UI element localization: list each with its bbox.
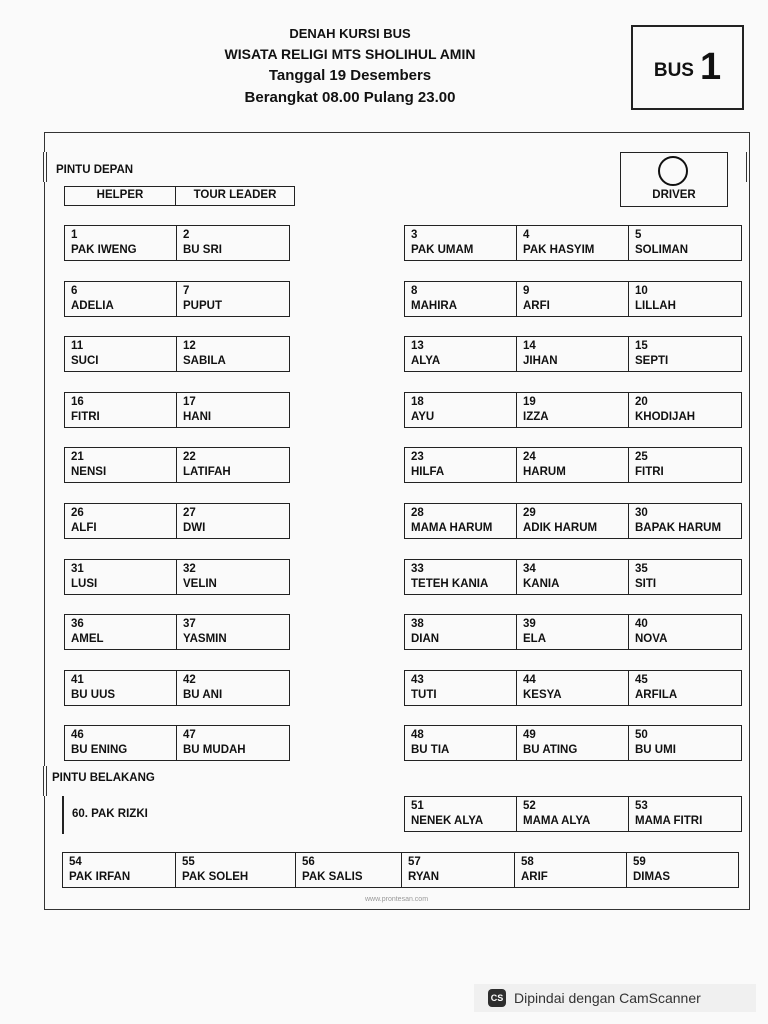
seat-number: 51 (411, 800, 424, 812)
seat (517, 615, 629, 649)
seat (517, 226, 629, 260)
passenger-name: SUCI (71, 355, 99, 367)
passenger-name: BU ANI (183, 689, 223, 701)
seat-number: 34 (523, 563, 536, 575)
passenger-name: FITRI (635, 466, 664, 478)
seat-number: 23 (411, 451, 424, 463)
seat (629, 448, 741, 482)
seat (177, 726, 289, 760)
seat-row (404, 796, 742, 832)
passenger-name: PUPUT (183, 300, 222, 312)
seat-number: 55 (182, 856, 195, 868)
helper-seat: HELPER (65, 187, 176, 205)
seat-number: 48 (411, 729, 424, 741)
passenger-name: ADIK HARUM (523, 522, 598, 534)
seat (517, 671, 629, 705)
seat-number: 27 (183, 507, 196, 519)
passenger-name: YASMIN (183, 633, 227, 645)
front-right-marker (746, 152, 750, 182)
seat (177, 226, 289, 260)
seat (517, 282, 629, 316)
passenger-name: NENEK ALYA (411, 815, 484, 827)
passenger-name: FITRI (71, 411, 100, 423)
passenger-name: BU SRI (183, 244, 222, 256)
seat-number: 8 (411, 285, 418, 297)
seat-number: 21 (71, 451, 84, 463)
tour-leader-seat: TOUR LEADER (193, 189, 277, 201)
seat (629, 671, 741, 705)
seat (65, 504, 177, 538)
seat (65, 726, 177, 760)
seat-60 (62, 796, 174, 834)
seat-number: 7 (183, 285, 190, 297)
seat-row (64, 614, 290, 650)
seat-number: 50 (635, 729, 648, 741)
seat-row (404, 559, 742, 595)
seat-number: 31 (71, 563, 84, 575)
seat-number: 47 (183, 729, 196, 741)
seat-number: 28 (411, 507, 424, 519)
seat-number: 18 (411, 396, 424, 408)
seat (63, 853, 176, 887)
seat (405, 282, 517, 316)
seat-row (64, 559, 290, 595)
seat (405, 504, 517, 538)
passenger-name: BU ENING (71, 744, 128, 756)
passenger-name: HANI (183, 411, 212, 423)
bus-number: 1 (699, 46, 722, 88)
passenger-name: HILFA (411, 466, 445, 478)
passenger-name: PAK HASYIM (523, 244, 595, 256)
passenger-name: TETEH KANIA (411, 578, 489, 590)
passenger-name: ADELIA (71, 300, 114, 312)
seat-number: 20 (635, 396, 648, 408)
front-door-marker (43, 152, 47, 182)
passenger-name: LUSI (71, 578, 98, 590)
passenger-name: MAMA FITRI (635, 815, 703, 827)
driver-label: DRIVER (652, 189, 696, 201)
seat (296, 853, 402, 887)
seat-number: 26 (71, 507, 84, 519)
seat-number: 36 (71, 618, 84, 630)
seat-row (64, 725, 290, 761)
passenger-name: PAK UMAM (411, 244, 474, 256)
passenger-name: BAPAK HARUM (635, 522, 722, 534)
seat-number: 1 (71, 229, 78, 241)
seat (405, 448, 517, 482)
seat-60-label: 60. PAK RIZKI (72, 808, 148, 820)
passenger-name: LATIFAH (183, 466, 231, 478)
seat-number: 4 (523, 229, 530, 241)
seat-number: 30 (635, 507, 648, 519)
passenger-name: BU ATING (523, 744, 578, 756)
seat-number: 59 (633, 856, 646, 868)
seat (177, 504, 289, 538)
passenger-name: KESYA (523, 689, 562, 701)
seat-number: 43 (411, 674, 424, 686)
seat-number: 12 (183, 340, 196, 352)
passenger-name: ELA (523, 633, 546, 645)
seat (517, 560, 629, 594)
passenger-name: PAK SOLEH (182, 871, 249, 883)
passenger-name: SEPTI (635, 355, 669, 367)
seat-number: 33 (411, 563, 424, 575)
seat-number: 17 (183, 396, 196, 408)
passenger-name: ALYA (411, 355, 441, 367)
seat (177, 393, 289, 427)
seat (177, 615, 289, 649)
back-door-label: PINTU BELAKANG (52, 772, 155, 784)
page-header (190, 24, 510, 109)
passenger-name: BU MUDAH (183, 744, 246, 756)
seat (176, 853, 296, 887)
seat (629, 393, 741, 427)
passenger-name: NOVA (635, 633, 668, 645)
passenger-name: MAMA HARUM (411, 522, 493, 534)
seat-number: 56 (302, 856, 315, 868)
passenger-name: TUTI (411, 689, 437, 701)
seat (177, 560, 289, 594)
seat (405, 797, 517, 831)
camscanner-text: Dipindai dengan CamScanner (514, 990, 701, 1006)
seat-row (404, 670, 742, 706)
passenger-name: RYAN (408, 871, 440, 883)
passenger-name: SITI (635, 578, 657, 590)
passenger-name: IZZA (523, 411, 549, 423)
seat-number: 3 (411, 229, 418, 241)
seat (629, 797, 741, 831)
seat-row (64, 336, 290, 372)
seat (177, 337, 289, 371)
title-line-1: DENAH KURSI BUS (289, 26, 411, 41)
seat (629, 560, 741, 594)
seat (629, 337, 741, 371)
passenger-name: BU UMI (635, 744, 676, 756)
passenger-name: KHODIJAH (635, 411, 696, 423)
passenger-name: MAHIRA (411, 300, 457, 312)
seat (517, 504, 629, 538)
seat-number: 22 (183, 451, 196, 463)
seat-number: 49 (523, 729, 536, 741)
seat (517, 726, 629, 760)
seat (177, 448, 289, 482)
seat (65, 671, 177, 705)
seat-number: 46 (71, 729, 84, 741)
seat-row (404, 614, 742, 650)
seat (629, 282, 741, 316)
passenger-name: ARIF (521, 871, 548, 883)
date-line: Tanggal 19 Desembers (268, 67, 432, 84)
passenger-name: PAK SALIS (302, 871, 363, 883)
seat-number: 14 (523, 340, 536, 352)
seat-row (404, 281, 742, 317)
passenger-name: DWI (183, 522, 206, 534)
passenger-name: BU UUS (71, 689, 116, 701)
driver-seat (620, 152, 728, 207)
passenger-name: SOLIMAN (635, 244, 689, 256)
camscanner-badge (474, 984, 756, 1012)
staff-row (64, 186, 295, 206)
seat-row (404, 725, 742, 761)
passenger-name: ARFI (523, 300, 550, 312)
back-door-marker (43, 766, 47, 796)
seat-number: 13 (411, 340, 424, 352)
seat (405, 560, 517, 594)
seat-number: 54 (69, 856, 82, 868)
seat-number: 10 (635, 285, 648, 297)
seat (65, 282, 177, 316)
bus-number-box (631, 25, 744, 110)
seat (65, 615, 177, 649)
seat (65, 448, 177, 482)
passenger-name: VELIN (183, 578, 217, 590)
seat (517, 337, 629, 371)
seat (405, 393, 517, 427)
seat-number: 24 (523, 451, 536, 463)
passenger-name: NENSI (71, 466, 107, 478)
seat (177, 282, 289, 316)
seat-number: 6 (71, 285, 78, 297)
seat-number: 16 (71, 396, 84, 408)
seat-number: 58 (521, 856, 534, 868)
passenger-name: ARFILA (635, 689, 678, 701)
seat-row (404, 392, 742, 428)
passenger-name: HARUM (523, 466, 566, 478)
seat (515, 853, 627, 887)
seat-row (64, 281, 290, 317)
seat-row (64, 447, 290, 483)
seat-number: 32 (183, 563, 196, 575)
seat (405, 671, 517, 705)
seat (629, 226, 741, 260)
seat-number: 9 (523, 285, 530, 297)
passenger-name: PAK IWENG (71, 244, 137, 256)
seat (402, 853, 515, 887)
seat-number: 57 (408, 856, 421, 868)
title-line-2: WISATA RELIGI MTS SHOLIHUL AMIN (224, 46, 476, 62)
passenger-name: MAMA ALYA (523, 815, 591, 827)
seat-number: 53 (635, 800, 648, 812)
seat (65, 226, 177, 260)
seat-row (62, 852, 739, 888)
camscanner-logo-icon: CS (488, 989, 506, 1007)
seat-number: 39 (523, 618, 536, 630)
seat-row (64, 670, 290, 706)
seat-row (404, 225, 742, 261)
seat-row (404, 447, 742, 483)
seat-row (64, 225, 290, 261)
seat-number: 25 (635, 451, 648, 463)
seat (517, 797, 629, 831)
passenger-name: AYU (411, 411, 435, 423)
seat (65, 337, 177, 371)
seat (629, 504, 741, 538)
schedule-line: Berangkat 08.00 Pulang 23.00 (244, 89, 456, 106)
seat-number: 37 (183, 618, 196, 630)
seat-number: 45 (635, 674, 648, 686)
passenger-name: JIHAN (523, 355, 558, 367)
passenger-name: KANIA (523, 578, 560, 590)
seat (629, 726, 741, 760)
seat-row (404, 336, 742, 372)
seat-number: 42 (183, 674, 196, 686)
seat (65, 393, 177, 427)
seat-row (64, 503, 290, 539)
front-door-label: PINTU DEPAN (56, 164, 134, 176)
seat (405, 226, 517, 260)
seat-number: 40 (635, 618, 648, 630)
seat-number: 11 (71, 340, 84, 352)
seat (517, 393, 629, 427)
seat-number: 19 (523, 396, 536, 408)
seat (405, 615, 517, 649)
seat (405, 726, 517, 760)
passenger-name: LILLAH (635, 300, 676, 312)
seat (177, 671, 289, 705)
seat-number: 5 (635, 229, 642, 241)
passenger-name: ALFI (71, 522, 97, 534)
passenger-name: DIAN (411, 633, 440, 645)
seat-number: 15 (635, 340, 648, 352)
seat (405, 337, 517, 371)
seat (627, 853, 738, 887)
passenger-name: PAK IRFAN (69, 871, 131, 883)
steering-wheel-icon (658, 156, 688, 186)
seat-number: 2 (183, 229, 190, 241)
bus-label: BUS (653, 59, 694, 81)
watermark-text: www.prontesan.com (365, 896, 429, 903)
seat (517, 448, 629, 482)
seat (629, 615, 741, 649)
seat (65, 560, 177, 594)
passenger-name: AMEL (71, 633, 104, 645)
passenger-name: SABILA (183, 355, 226, 367)
seat-number: 44 (523, 674, 536, 686)
passenger-name: BU TIA (411, 744, 450, 756)
seat-number: 35 (635, 563, 648, 575)
seat-row (404, 503, 742, 539)
seat-number: 38 (411, 618, 424, 630)
seat-row (64, 392, 290, 428)
seat-number: 29 (523, 507, 536, 519)
passenger-name: DIMAS (633, 871, 671, 883)
seat-number: 41 (71, 674, 84, 686)
seat-number: 52 (523, 800, 536, 812)
